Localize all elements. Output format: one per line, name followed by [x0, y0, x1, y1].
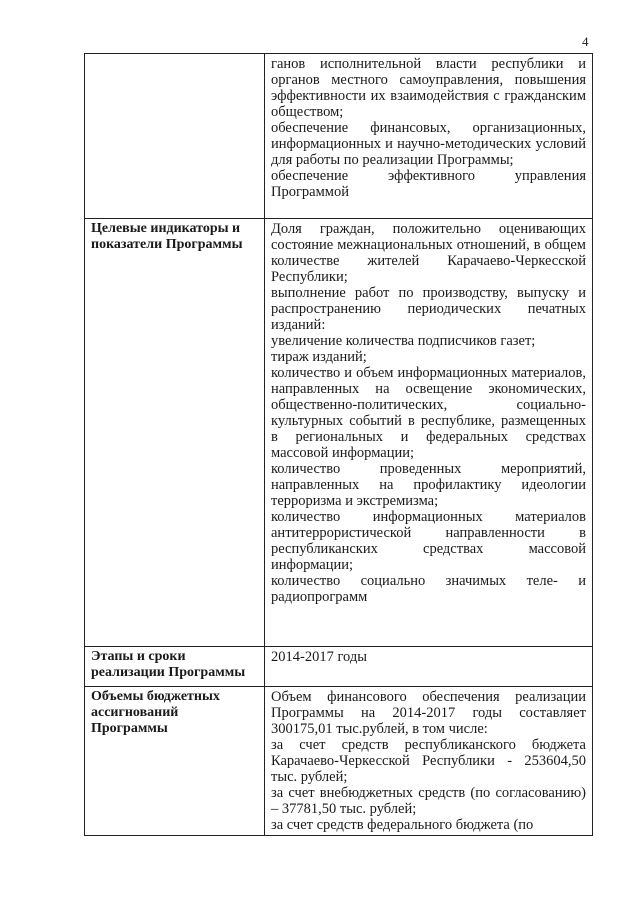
- content-line: обеспечение финансовых, организационных, информационных и научно-методических условий для работы по реализации Программы;: [271, 120, 586, 168]
- table-row: [85, 687, 593, 836]
- content-line: тираж изданий;: [271, 349, 367, 365]
- content-line: выполнение работ по производству, выпуску и распространению периодических печатных изданий:: [271, 285, 586, 333]
- row-content: [265, 219, 593, 647]
- row-label: [85, 54, 265, 219]
- content-line: увеличение количества подписчиков газет;: [271, 333, 536, 349]
- row-label: Целевые индикаторы и показатели Программы: [85, 219, 265, 647]
- content-line: Объем финансового обеспечения реализации Программы на 2014-2017 годы составляет 300175,01 тыс.рублей, в том числе:: [271, 689, 586, 737]
- content-line: за счет средств федерального бюджета (по: [271, 817, 534, 833]
- content-line: обеспечение эффективного управления Программой: [271, 168, 586, 200]
- content-line: количество проведенных мероприятий, направленных на профилактику идеологии терроризма и экстремизма;: [271, 461, 586, 509]
- table-row: [85, 647, 593, 687]
- page-number: 4: [582, 34, 589, 49]
- content-line: за счет средств республиканского бюджета Карачаево-Черкесской Республики - 253604,50 тыс. рублей;: [271, 737, 586, 785]
- row-content: [265, 687, 593, 836]
- row-content: [265, 54, 593, 219]
- table-row: [85, 219, 593, 647]
- content-line: количество информационных материалов антитеррористической направленности в республиканских средствах массовой информации;: [271, 509, 586, 573]
- row-label: Объемы бюджетных ассигнований Программы: [85, 687, 265, 836]
- row-label: Этапы и сроки реализации Программы: [85, 647, 265, 687]
- content-line: ганов исполнительной власти республики и органов местного самоуправления, повышения эффективности их взаимодействия с гражданским обществом;: [271, 56, 586, 120]
- content-line: количество и объем информационных материалов, направленных на освещение экономических, общественно-политических, социально-культурных событий в республике, размещенных в региональных и федеральных средствах массовой информации;: [271, 365, 586, 461]
- content-line: за счет внебюджетных средств (по согласованию) – 37781,50 тыс. рублей;: [271, 785, 586, 817]
- content-line: количество социально значимых теле- и радиопрограмм: [271, 573, 586, 605]
- program-passport-table: [84, 53, 593, 836]
- row-content: [265, 647, 593, 687]
- content-line: 2014-2017 годы: [271, 649, 367, 665]
- table-row: [85, 54, 593, 219]
- content-line: Доля граждан, положительно оценивающих состояние межнациональных отношений, в общем количестве жителей Карачаево-Черкесской Республики;: [271, 221, 586, 285]
